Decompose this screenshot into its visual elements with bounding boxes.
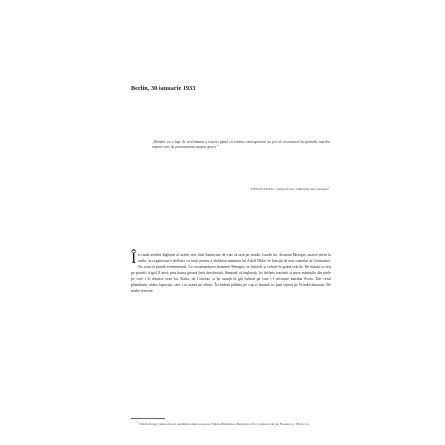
paragraph-text: n ciuda aerului înghețat al acelei seri, luni Santacruz de-cise să iasă pe stradă. Gazda lui, doamna Metzger, auzise știrea la radio: se organizase o defilare cu torțe pentru a sărbători numirea lui Adolf Hitler în funcția de nou cancelar al Germaniei. Nu voia să piardă evenimentul. La recomandarea doamnei Metzger, se înfofoli și coborî în grabă scările. De îndată ce ieși pe poartă, frigul îl intră prin haina groasă încă descheiată. Simțind că îngheață, își încheie nasturii și puse mănușile din piele pe care i le dăruise sora lui, Katia, de Crăciun, și își aranjă la gât fularul pe care i-l tricotase bătrâna Sveta. Din cerul plumburiu cădea lapoviță, care i se așeza pe obraji. Își îndesă pălăria pe cap și înaintă cu pași repezi pe Friedrichstrasse. De multe ferestre bbox=[131, 252, 331, 294]
epigraph-attribution bbox=[210, 186, 330, 191]
chapter-heading: Berlin, 30 ianuarie 1933 bbox=[131, 85, 196, 92]
drop-cap: Î bbox=[131, 250, 137, 267]
footnote bbox=[137, 421, 331, 427]
body-text bbox=[131, 252, 331, 294]
attribution-text: STEFAN ZWEIG, Lumea de ieri. Amintirile unui european bbox=[250, 187, 329, 192]
footnote-text: Stefan Zweig, Lumea de ieri. Amintirile unui european, Editura Humanitas, București, 2012, traducere de Ion Nastasia, p. 384 (n. tr.). bbox=[139, 422, 310, 427]
attribution-footnote-mark: 1 bbox=[328, 186, 330, 189]
epigraph-quote: „Rămâne ca o lege de nestrămutat a istoriei faptul că tocmai contemporanii nu pot să recunoască începuturile marilor mișcări care își pun amprenta asupra epocii.” bbox=[152, 140, 330, 150]
footnote-mark: 1 bbox=[137, 421, 139, 424]
body-paragraph bbox=[131, 252, 331, 294]
footnote-divider bbox=[131, 418, 165, 419]
